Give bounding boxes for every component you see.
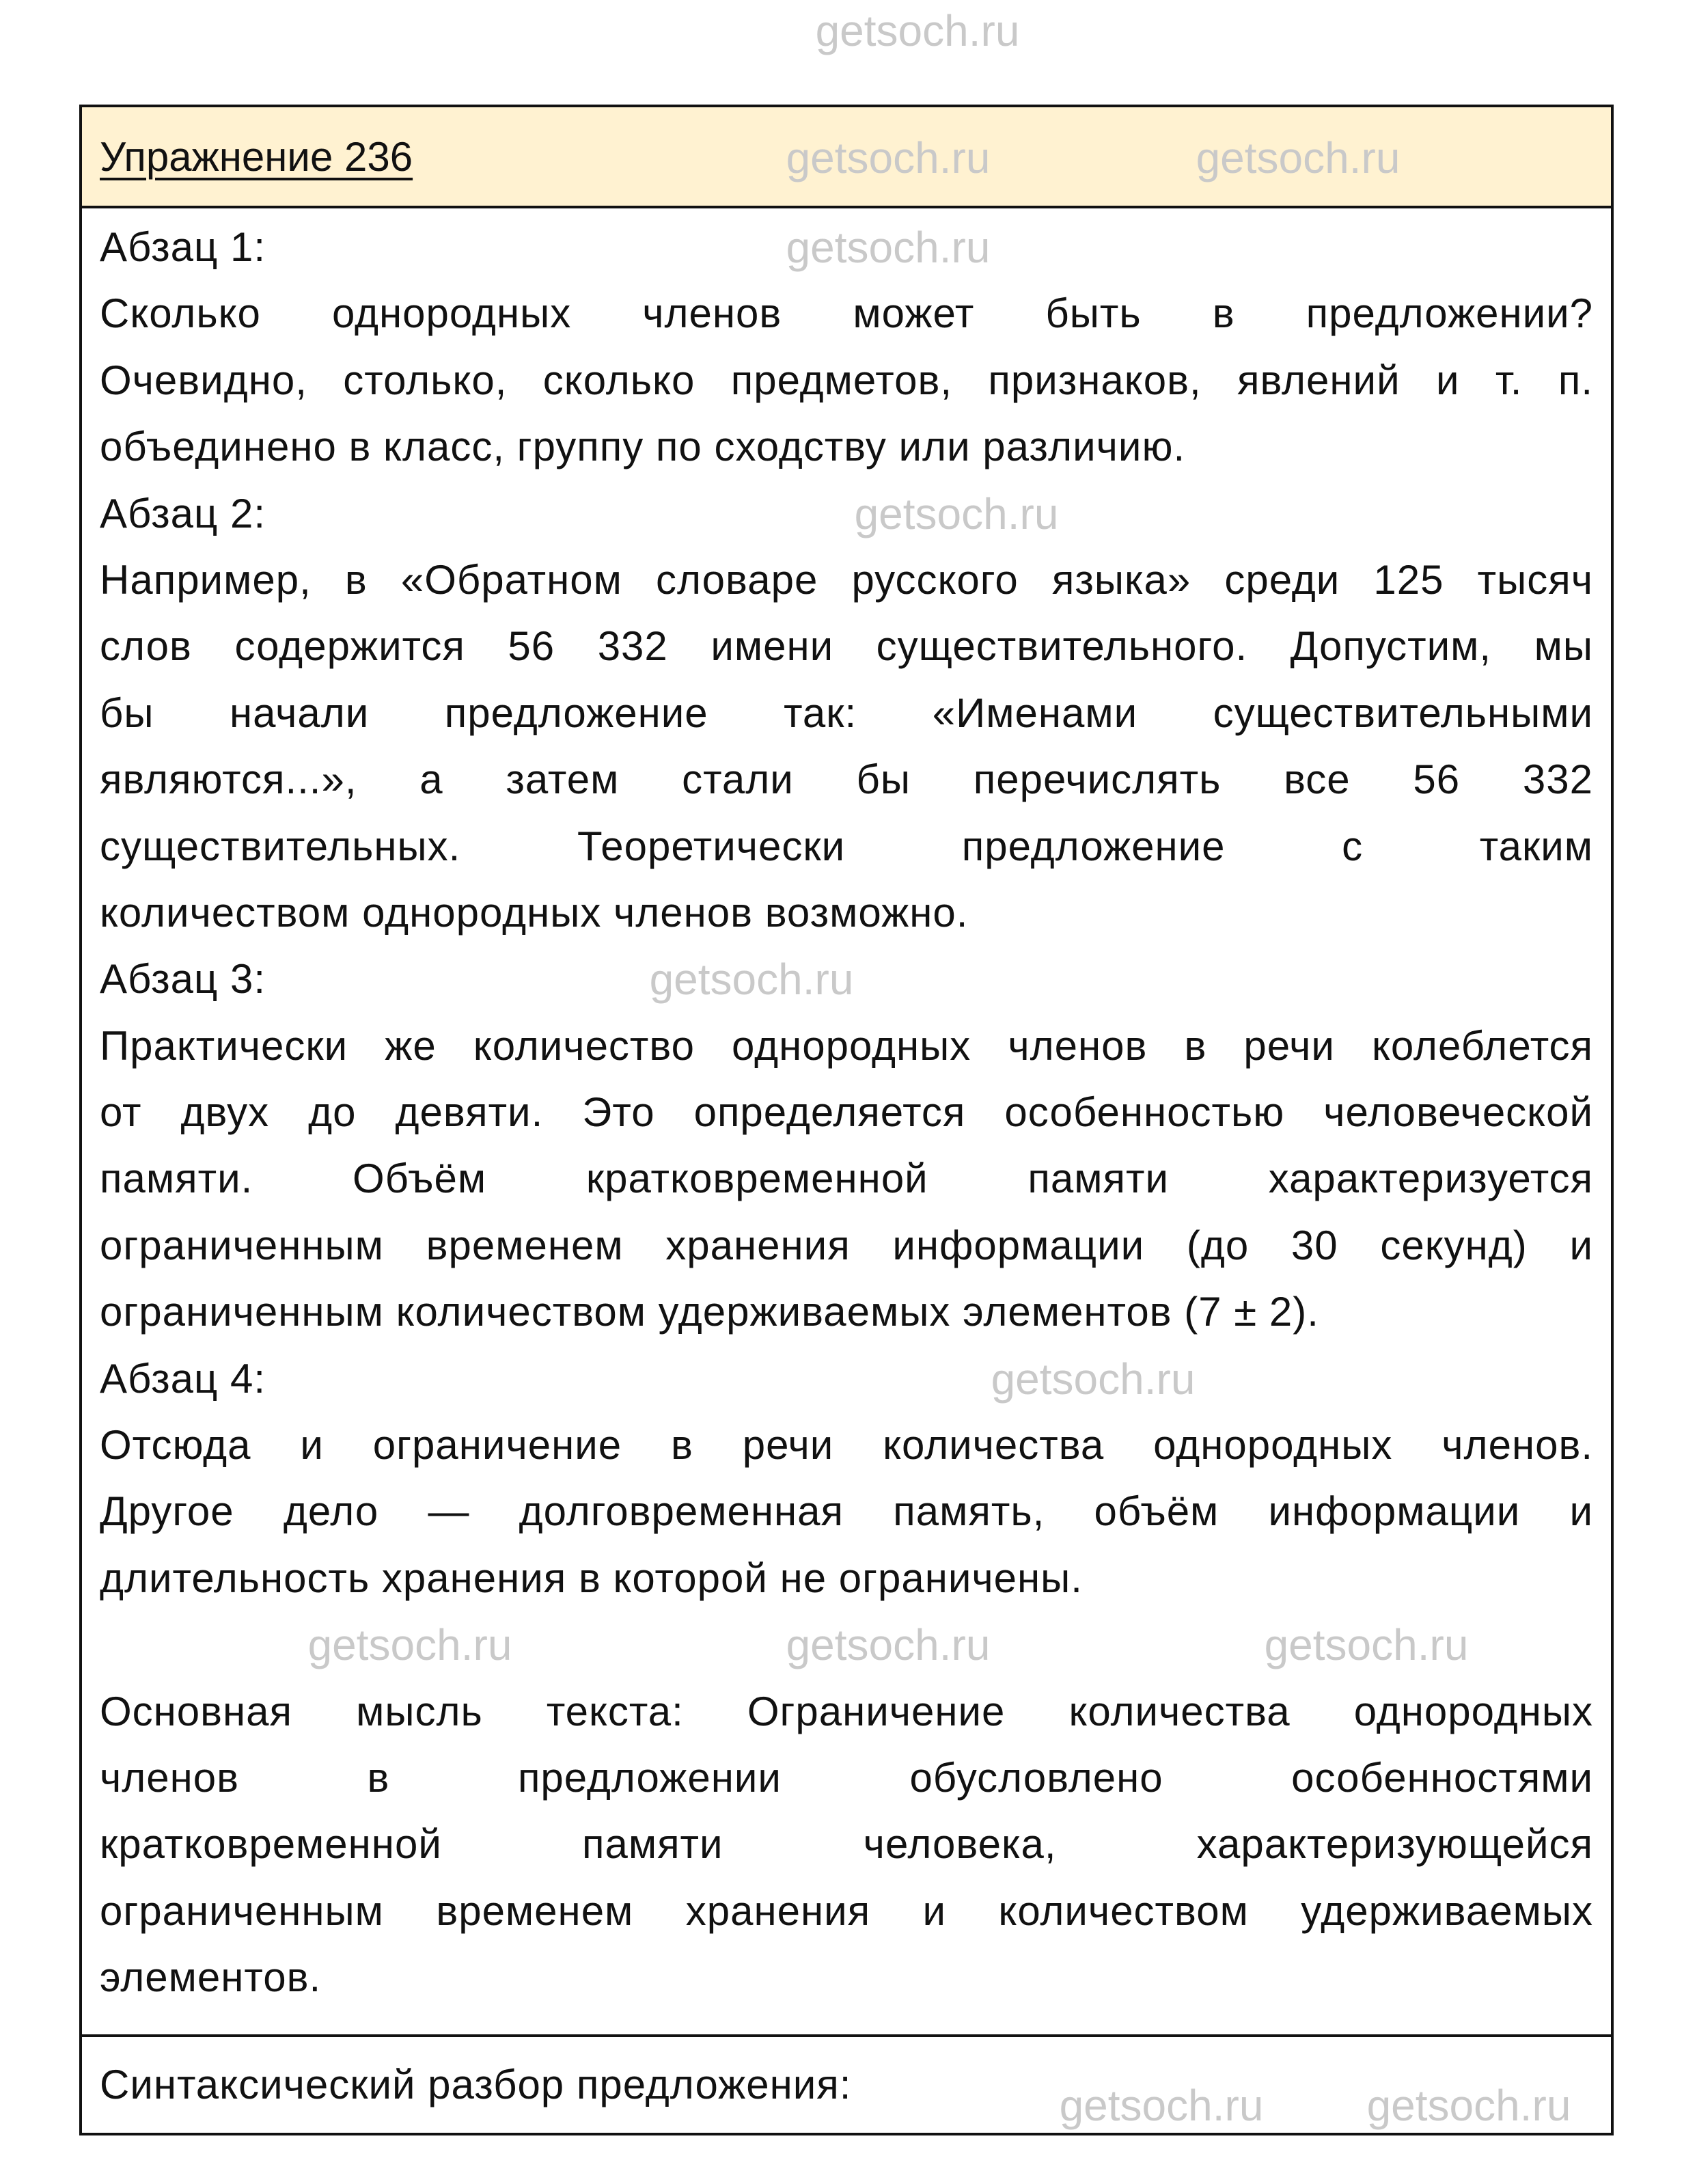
paragraph-line: ограниченным количеством удерживаемых элементов (7 ± 2). [100, 1289, 1319, 1335]
paragraph-line: Другое дело — долговременная память, объём информации и [100, 1488, 1593, 1535]
paragraph-line: количеством однородных членов возможно. [100, 889, 969, 936]
paragraph-line: Отсюда и ограничение в речи количества однородных членов. [100, 1422, 1593, 1469]
paragraph-line: памяти. Объём кратковременной памяти характеризуется [100, 1156, 1593, 1202]
main-idea-line: членов в предложении обусловлено особенностями [100, 1754, 1593, 1801]
paragraph-line: от двух до девяти. Это определяется особенностью человеческой [100, 1089, 1593, 1136]
watermark: getsoch.ru [854, 489, 1059, 538]
watermark: getsoch.ru [1366, 2081, 1571, 2130]
watermark: getsoch.ru [815, 6, 1020, 55]
paragraph-label: Абзац 3: [100, 956, 266, 1002]
paragraph-line: длительность хранения в которой не ограничены. [100, 1555, 1083, 1601]
watermark: getsoch.ru [307, 1620, 512, 1669]
watermark: getsoch.ru [991, 1354, 1196, 1404]
paragraph-line: существительных. Теоретически предложение с таким [100, 823, 1593, 869]
paragraph-label: Абзац 2: [100, 490, 266, 536]
paragraph-line: объединено в класс, группу по сходству или различию. [100, 424, 1186, 470]
paragraph-line: Практически же количество однородных членов в речи колеблется [100, 1022, 1593, 1069]
syntax-analysis-label: Синтаксический разбор предложения: [100, 2062, 852, 2108]
paragraph-line: Например, в «Обратном словаре русского языка» среди 125 тысяч [100, 556, 1593, 603]
watermark: getsoch.ru [1196, 133, 1401, 182]
paragraph-line: ограниченным временем хранения информации (до 30 секунд) и [100, 1222, 1593, 1268]
exercise-answer [82, 208, 1611, 2037]
paragraph-label: Абзац 1: [100, 224, 266, 270]
exercise-title[interactable]: Упражнение 236 [100, 133, 413, 180]
paragraph-line: Очевидно, столько, сколько предметов, признаков, явлений и т. п. [100, 357, 1593, 403]
watermark: getsoch.ru [1264, 1620, 1469, 1669]
exercise-table [79, 105, 1614, 2135]
watermark: getsoch.ru [786, 1620, 991, 1669]
paragraph-line: Сколько однородных членов может быть в предложении? [100, 290, 1593, 337]
main-idea-line: Основная мысль текста: Ограничение количества однородных [100, 1688, 1593, 1734]
watermark: getsoch.ru [649, 955, 854, 1004]
paragraph-line: бы начали предложение так: «Именами существительными [100, 690, 1593, 736]
paragraph-label: Абзац 4: [100, 1355, 266, 1402]
watermark: getsoch.ru [786, 223, 991, 272]
paragraph-line: слов содержится 56 332 имени существительного. Допустим, мы [100, 623, 1593, 670]
paragraph-line: являются...», а затем стали бы перечислять все 56 332 [100, 756, 1593, 803]
watermark: getsoch.ru [786, 133, 991, 182]
watermark: getsoch.ru [1059, 2081, 1264, 2130]
main-idea-line: элементов. [100, 1954, 322, 2001]
main-idea-line: кратковременной памяти человека, характеризующейся [100, 1821, 1593, 1868]
main-idea-line: ограниченным временем хранения и количеством удерживаемых [100, 1887, 1593, 1934]
